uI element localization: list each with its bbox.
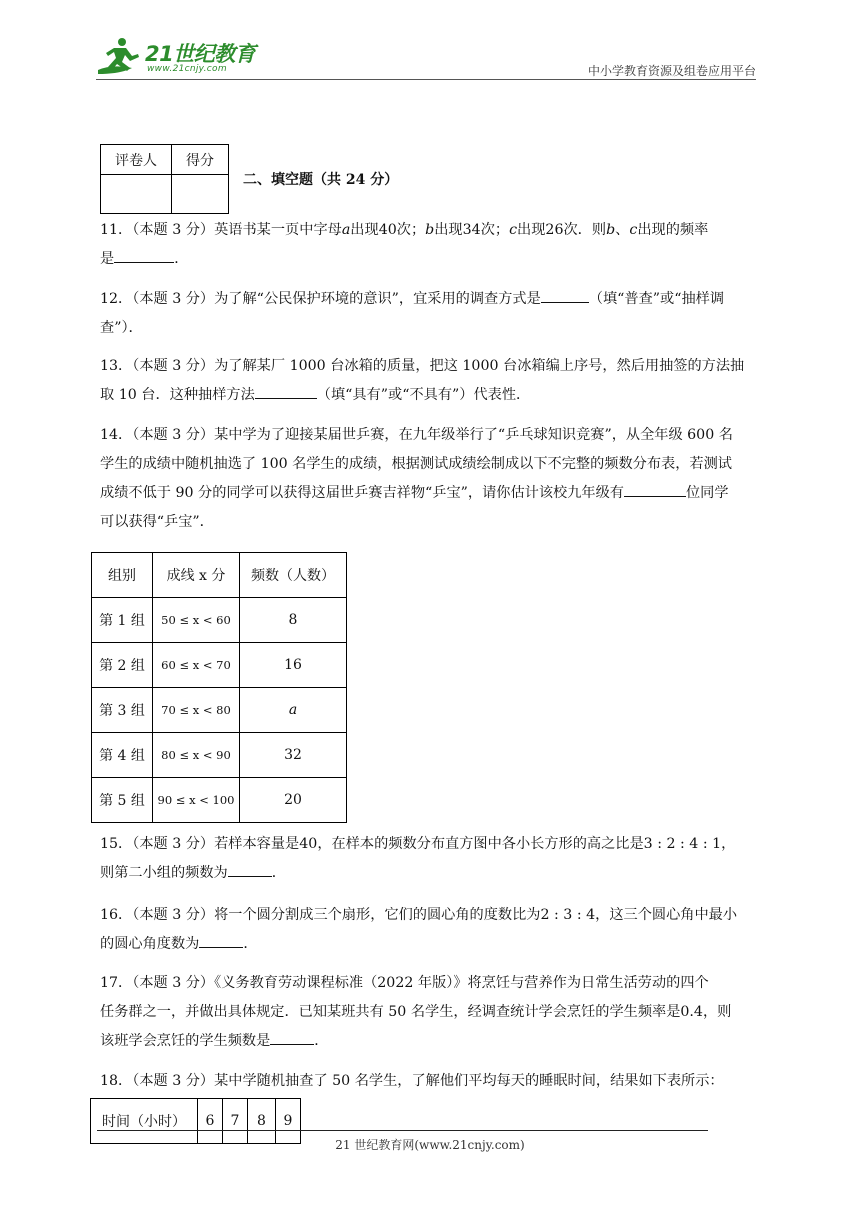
score-box <box>100 144 229 214</box>
frequency-table <box>91 552 347 823</box>
range-cell: 70 ≤ x < 80 <box>153 688 240 733</box>
footer-divider <box>97 1130 708 1131</box>
group-cell: 第 3 组 <box>92 688 153 733</box>
q11-text: 次； <box>396 222 426 238</box>
section-title: 二、填空题（共 24 分） <box>243 172 399 188</box>
answer-blank[interactable] <box>624 481 686 497</box>
header-divider <box>96 79 756 80</box>
q11-text: 出现 <box>350 222 379 238</box>
q11-var: a <box>341 222 351 238</box>
range-cell: 80 ≤ x < 90 <box>153 733 240 778</box>
question-17 <box>100 969 762 1056</box>
q15-text: ，在样本的频数分布直方图中各小长方形的高之比是 <box>317 836 644 852</box>
q17-text: ，则 <box>702 1004 732 1020</box>
table-row <box>92 688 347 733</box>
table-cell: 8 <box>248 1099 276 1144</box>
q11-var: c <box>629 222 638 238</box>
q11-number: 40 <box>378 222 397 238</box>
table-header-cell: 时间（小时） <box>91 1099 198 1144</box>
footer-text: 21 世纪教育网(www.21cnjy.com) <box>335 1138 525 1152</box>
answer-blank[interactable] <box>270 1029 314 1045</box>
q12-text: 查”）． <box>100 320 143 336</box>
q14-text: 成绩不低于 90 分的同学可以获得这届世乒赛吉祥物“乒宝”，请你估计该校九年级有 <box>100 485 624 501</box>
count-cell: 16 <box>240 643 347 688</box>
table-row <box>92 643 347 688</box>
q16-text: 16．（本题 3 分）将一个圆分割成三个扇形，它们的圆心角的度数比为 <box>100 907 541 923</box>
table-header-cell: 成线 x 分 <box>153 553 240 598</box>
q17-text: ． <box>314 1033 329 1049</box>
score-box-score-label: 得分 <box>172 145 229 175</box>
score-box-score-cell <box>172 175 229 214</box>
q12-text: （填“普查”或“抽样调 <box>588 291 725 307</box>
table-row <box>92 598 347 643</box>
group-cell: 第 1 组 <box>92 598 153 643</box>
table-cell: 6 <box>198 1099 223 1144</box>
score-box-grader-label: 评卷人 <box>101 145 172 175</box>
q11-number: 34 <box>462 222 481 238</box>
q14-text: 学生的成绩中随机抽选了 100 名学生的成绩，根据测试成绩绘制成以下不完整的频数分布表，若测试 <box>100 456 732 472</box>
q17-number: 0.4 <box>680 1004 703 1020</box>
q11-var: b <box>606 222 616 238</box>
q15-text: 15．（本题 3 分）若样本容量是 <box>100 836 300 852</box>
table-header-cell: 组别 <box>92 553 153 598</box>
q15-text: ， <box>721 836 736 852</box>
q13-text: 取 10 台．这种抽样方法 <box>100 387 255 403</box>
q15-text: 则第二小组的频数为 <box>100 865 228 881</box>
q15-ratio: 3 : 2 : 4 : 1 <box>643 836 722 852</box>
q16-ratio: 2 : 3 : 4 <box>540 907 596 923</box>
q11-text: ． <box>174 251 189 267</box>
q15-number: 40 <box>299 836 318 852</box>
q11-text: 是 <box>100 251 115 267</box>
q11-text: 出现 <box>517 222 546 238</box>
q11-text: 次； <box>480 222 510 238</box>
q16-text: 的圆心角度数为 <box>100 936 200 952</box>
count-cell: 32 <box>240 733 347 778</box>
table-cell: 9 <box>276 1099 301 1144</box>
q14-text: 位同学 <box>685 485 729 501</box>
table-row <box>92 733 347 778</box>
answer-blank[interactable] <box>255 383 317 399</box>
q16-text: ． <box>243 936 258 952</box>
range-cell: 60 ≤ x < 70 <box>153 643 240 688</box>
question-18 <box>100 1067 762 1096</box>
q17-text: 该班学会烹饪的学生频数是 <box>100 1033 271 1049</box>
table-cell: 7 <box>223 1099 248 1144</box>
answer-blank[interactable] <box>114 247 174 263</box>
answer-blank[interactable] <box>199 932 243 948</box>
q18-text: 18．（本题 3 分）某中学随机抽查了 50 名学生，了解他们平均每天的睡眠时间，结果如下表所示： <box>100 1073 724 1089</box>
range-cell: 90 ≤ x < 100 <box>153 778 240 823</box>
table-row <box>92 778 347 823</box>
range-cell: 50 ≤ x < 60 <box>153 598 240 643</box>
answer-blank[interactable] <box>541 287 589 303</box>
question-14 <box>100 421 762 537</box>
q13-text: 13．（本题 3 分）为了解某厂 1000 台冰箱的质量，把这 1000 台冰箱编上序号，然后用抽签的方法抽 <box>100 358 745 374</box>
question-16 <box>100 901 762 959</box>
question-15 <box>100 830 762 888</box>
q11-var: c <box>509 222 518 238</box>
table-header-cell: 频数（人数） <box>240 553 347 598</box>
count-cell: 8 <box>240 598 347 643</box>
q12-text: 12．（本题 3 分）为了解“公民保护环境的意识”，宜采用的调查方式是 <box>100 291 541 307</box>
q11-text: 出现 <box>434 222 463 238</box>
question-11 <box>100 216 762 274</box>
table-header-row <box>92 553 347 598</box>
q17-text: 17．（本题 3 分）《义务教育劳动课程标准（2022 年版）》将烹饪与营养作为日常生活劳动的四个 <box>100 975 709 991</box>
group-cell: 第 5 组 <box>92 778 153 823</box>
count-cell: a <box>240 688 347 733</box>
question-13 <box>100 352 762 410</box>
group-cell: 第 2 组 <box>92 643 153 688</box>
q14-text: 可以获得“乒宝”． <box>100 514 214 530</box>
count-cell: 20 <box>240 778 347 823</box>
q11-text: 出现的频率 <box>637 222 709 238</box>
q14-text: 14．（本题 3 分）某中学为了迎接某届世乒赛，在九年级举行了“乒乓球知识竞赛”，从全年级 600 名 <box>100 427 733 443</box>
q16-text: ，这三个圆心角中最小 <box>595 907 738 923</box>
answer-blank[interactable] <box>228 861 272 877</box>
score-box-grader-cell <box>101 175 172 214</box>
q11-text: 次．则 <box>563 222 607 238</box>
group-cell: 第 4 组 <box>92 733 153 778</box>
q17-text: 任务群之一，并做出具体规定．已知某班共有 50 名学生，经调查统计学会烹饪的学生频率是 <box>100 1004 681 1020</box>
question-12 <box>100 285 762 343</box>
header-platform-name: 中小学教育资源及组卷应用平台 <box>587 64 756 78</box>
q11-text: 、 <box>615 222 630 238</box>
q11-text: 11．（本题 3 分）英语书某一页中字母 <box>100 222 342 238</box>
q11-var: b <box>425 222 435 238</box>
q13-text: （填“具有”或“不具有”）代表性． <box>316 387 531 403</box>
logo-url: www.21cnjy.com <box>147 64 227 74</box>
logo-text: 21世纪教育 <box>145 42 256 66</box>
q15-text: ． <box>271 865 286 881</box>
q11-number: 26 <box>545 222 564 238</box>
